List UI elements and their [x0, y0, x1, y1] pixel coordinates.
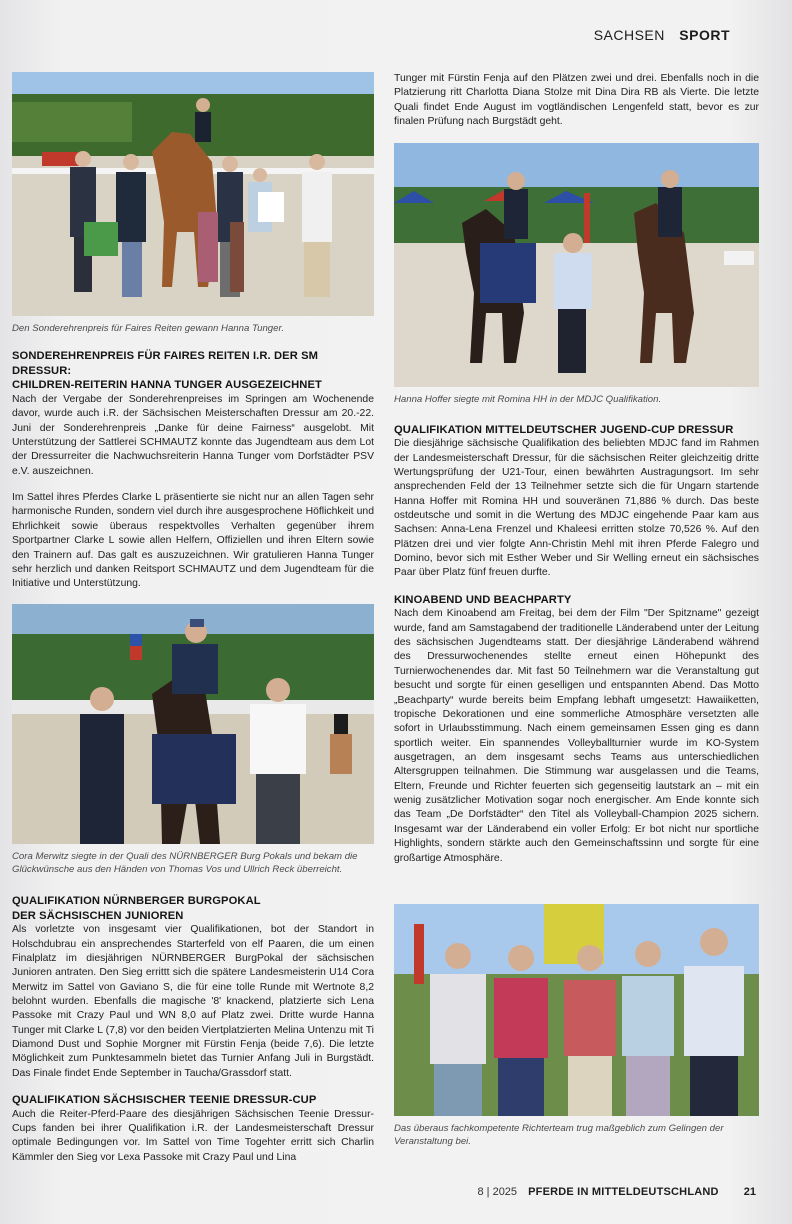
section-label: SACHSEN: [593, 27, 665, 43]
continued-paragraph: Tunger mit Fürstin Fenja auf den Plätzen zwei und drei. Ebenfalls noch in die Platzierung ritt Charlotta Diana Stolze mit Dina Dira RB als Vierte. Die letzte Quali findet Ende August im vogtländischen Lengenfeld statt, bevor es zur finalen Prüfung nach Burgstädt geht.: [394, 73, 759, 128]
article3-title: QUALIFIKATION SÄCHSISCHER TEENIE DRESSUR-CUP: [12, 1094, 317, 1107]
issue-number: 8 | 2025: [477, 1186, 518, 1198]
photo-judges-team: [394, 904, 759, 1116]
article3-paragraph1: Auch die Reiter-Pferd-Paare des diesjährigen Sächsischen Teenie Dressur-Cups fanden bei ihrer Qualifikation i.R. der Landesmeisterschaft Dressur optimale Bedingungen vor. Im Sattel von Time Togehter erritt sich Charlin Kämmler den Sieg vor Lexa Passoke mit Crazy Paul und Lina: [12, 1108, 374, 1163]
article2-title-line1: QUALIFIKATION NÜRNBERGER BURGPOKAL: [12, 895, 261, 908]
photo4-caption: Das überaus fachkompetente Richterteam trug maßgeblich zum Gelingen der Veranstaltung bei.: [394, 1122, 724, 1148]
article5-paragraph1: Nach dem Kinoabend am Freitag, bei dem der Film "Der Spitzname" gezeigt wurde, fand am Samstagabend der traditionelle Länderabend unter der Leitung des sächsischen Jugendteams statt. Der diesjährige Länderabend während des Dressurwochenendes stellte erneut einen Höhepunkt des Turnierwochenendes dar. Mit fast 50 Teilnehmern war die Veranstaltung gut besucht und sorgte für einen geselligen und entspannten Abend. Das Motto „Beachparty“ wurde bereits beim Empfang lebhaft umgesetzt: Hawaiiketten, tropische Dekorationen und eine sommerliche Atmosphäre versetzten alle sofort in Urlaubsstimmung. Nach einem gemeinsamen Essen ging es dann sportlich weiter. Ein spannendes Volleyballturnier wurde im KO-System ausgetragen, an dem insgesamt sechs Teams aus unterschiedlichen Altersgruppen teilnahmen. Die Stimmung war ausgelassen und die Teams, Eltern, Freunde und Richter feuerten sich gegenseitig lautstark an – mit ein wenig zusätzlicher Motivation sogar noch energischer. Am Ende konnte sich das Team „De Dorfstädter“ den Titel als Volleyball-Champion 2025 sichern. Insgesamt war der Länderabend ein voller Erfolg: Er bot nicht nur sportliche Highlights, sondern stärkte auch den Gemeinschaftssinn und sorgte für eine großartige Atmosphäre.: [394, 608, 759, 864]
article2-title-line2: DER SÄCHSISCHEN JUNIOREN: [12, 909, 184, 922]
photo1-caption: Den Sonderehrenpreis für Faires Reiten gewann Hanna Tunger.: [12, 323, 284, 334]
photo3-caption: Hanna Hoffer siegte mit Romina HH in der MDJC Qualifikation.: [394, 394, 662, 406]
photo-award-ceremony: [12, 72, 374, 316]
page-number: 21: [743, 1186, 756, 1198]
photo2-caption: Cora Merwitz siegte in der Quali des NÜRNBERGER Burg Pokals und bekam die Glückwünsche aus den Händen von Thomas Vos und Ullrich Reck überreicht.: [12, 850, 358, 875]
article-fair-riding: [12, 349, 374, 591]
page-footer: [477, 1186, 756, 1198]
category-label: SPORT: [679, 27, 730, 43]
article5-title: KINOABEND UND BEACHPARTY: [394, 593, 572, 606]
article2-paragraph1: Als vorletzte von insgesamt vier Qualifikationen, bot der Standort in Holschdubrau ein ansprechendes Starterfeld von elf Paaren, die um einen Finalplatz im diesjährigen NÜRNBERGER BurgPokal der sächsischen Junioren antraten. Den Sieg errittt sich die spätere Landesmeisterin U14 Cora Merwitz im Sattel von Gaviano S, die für eine tolle Runde mit Wertnote 8,2 belohnt wurden. Ebenfalls die magische '8' knackend, platzierte sich Lena Passoke mit Crazy Paul und WN 8,0 auf Platz zwei. Dritte wurde Hanna Tunger mit Clarke L (7,8) vor den beiden Viertplatzierten Melina Untenzu mit Ti Diamond Dust und Sophie Morgner mit Fürstin Fenja (beide 7,6). Die letzte Möglichkeit zum Punktesammeln bietet das Turnier Anfang Juli in Burgstädt. Das Finale findet Ende September in Taucha/Grassdorf statt.: [12, 924, 374, 1079]
left-column: [12, 72, 374, 1165]
right-column: [394, 72, 759, 1148]
section-header: [594, 27, 730, 43]
article-burgpokal: [12, 894, 374, 1081]
article4-paragraph1: Die diesjährige sächsische Qualifikation des beliebten MDJC fand im Rahmen der Landesmeisterschaft Dressur, für die sächsischen Reiter gleichzeitig dritte Wertungsprüfung der U21-Tour, einen bewährten Austragungsort. Im sehr ansprechenden Feld der 13 Teilnehmer setzte sich die für Ungarn startende Hanna Hoffer mit Romina HH und souveränen 71,886 % durch. Das beste ostdeutsche und somit in die Wertung des MDJC eingehende Paar kam aus Sachsen: Anna-Lena Frenzel und Khaleesi erritten stolze 70,526 %. Auf den Plätzen drei und vier folgte Ann-Christin Mehl mit ihren Pferde Falegro und Domino, bevor sich mit Esther Weber und Sir Welling erneut ein sächsisches Paar über Platz fünf freuen durfte.: [394, 438, 759, 579]
article-teenie-cup: [12, 1093, 374, 1165]
article1-title-line2: CHILDREN-REITERIN HANNA TUNGER AUSGEZEICHNET: [12, 379, 322, 392]
photo-mdjc-winner: [394, 143, 759, 387]
article-beachparty: [394, 593, 759, 866]
article1-paragraph1: Nach der Vergabe der Sonderehrenpreises im Springen am Wochenende davor, wurde auch i.R. der Sächsischen Meisterschaften Dressur am 20.-22. Juni der Sonderehrenpreis „Danke für deine Fairness“ ausgelobt. Mit Unterstützung der Sattlerei SCHMAUTZ konnte das Jugendteam aus dem Lot der Dressurreiter die Nachwuchsreiterin Hanna Tunger vom Dorfstädter PSV e.V. auszeichnen.: [12, 393, 374, 477]
article4-title: QUALIFIKATION MITTELDEUTSCHER JUGEND-CUP DRESSUR: [394, 423, 734, 436]
article-mdjc: [394, 423, 759, 581]
magazine-name: PFERDE IN MITTELDEUTSCHLAND: [528, 1186, 719, 1198]
article1-paragraph2: Im Sattel ihres Pferdes Clarke L präsentierte sie nicht nur an allen Tagen sehr harmonische Runden, sondern viel durch ihre ausgesprochene Höflichkeit und Ehrlichkeit sowie überaus respektvolles Verhalten gegenüber ihrem Sportpartner Clarke L sowie allen Helfern, Offiziellen und ihren Eltern sowie den Trainern auf. Das galt es auszuzeichnen. Wir gratulieren Hanna Tunger sehr herzlich und danken Reitsport SCHMAUTZ und dem Jugendteam für die Initiative und Unterstützung.: [12, 492, 374, 590]
photo-burgpokal-winner: [12, 604, 374, 844]
article1-title-line1: SONDEREHRENPREIS FÜR FAIRES REITEN I.R. DER SM DRESSUR:: [12, 350, 319, 377]
